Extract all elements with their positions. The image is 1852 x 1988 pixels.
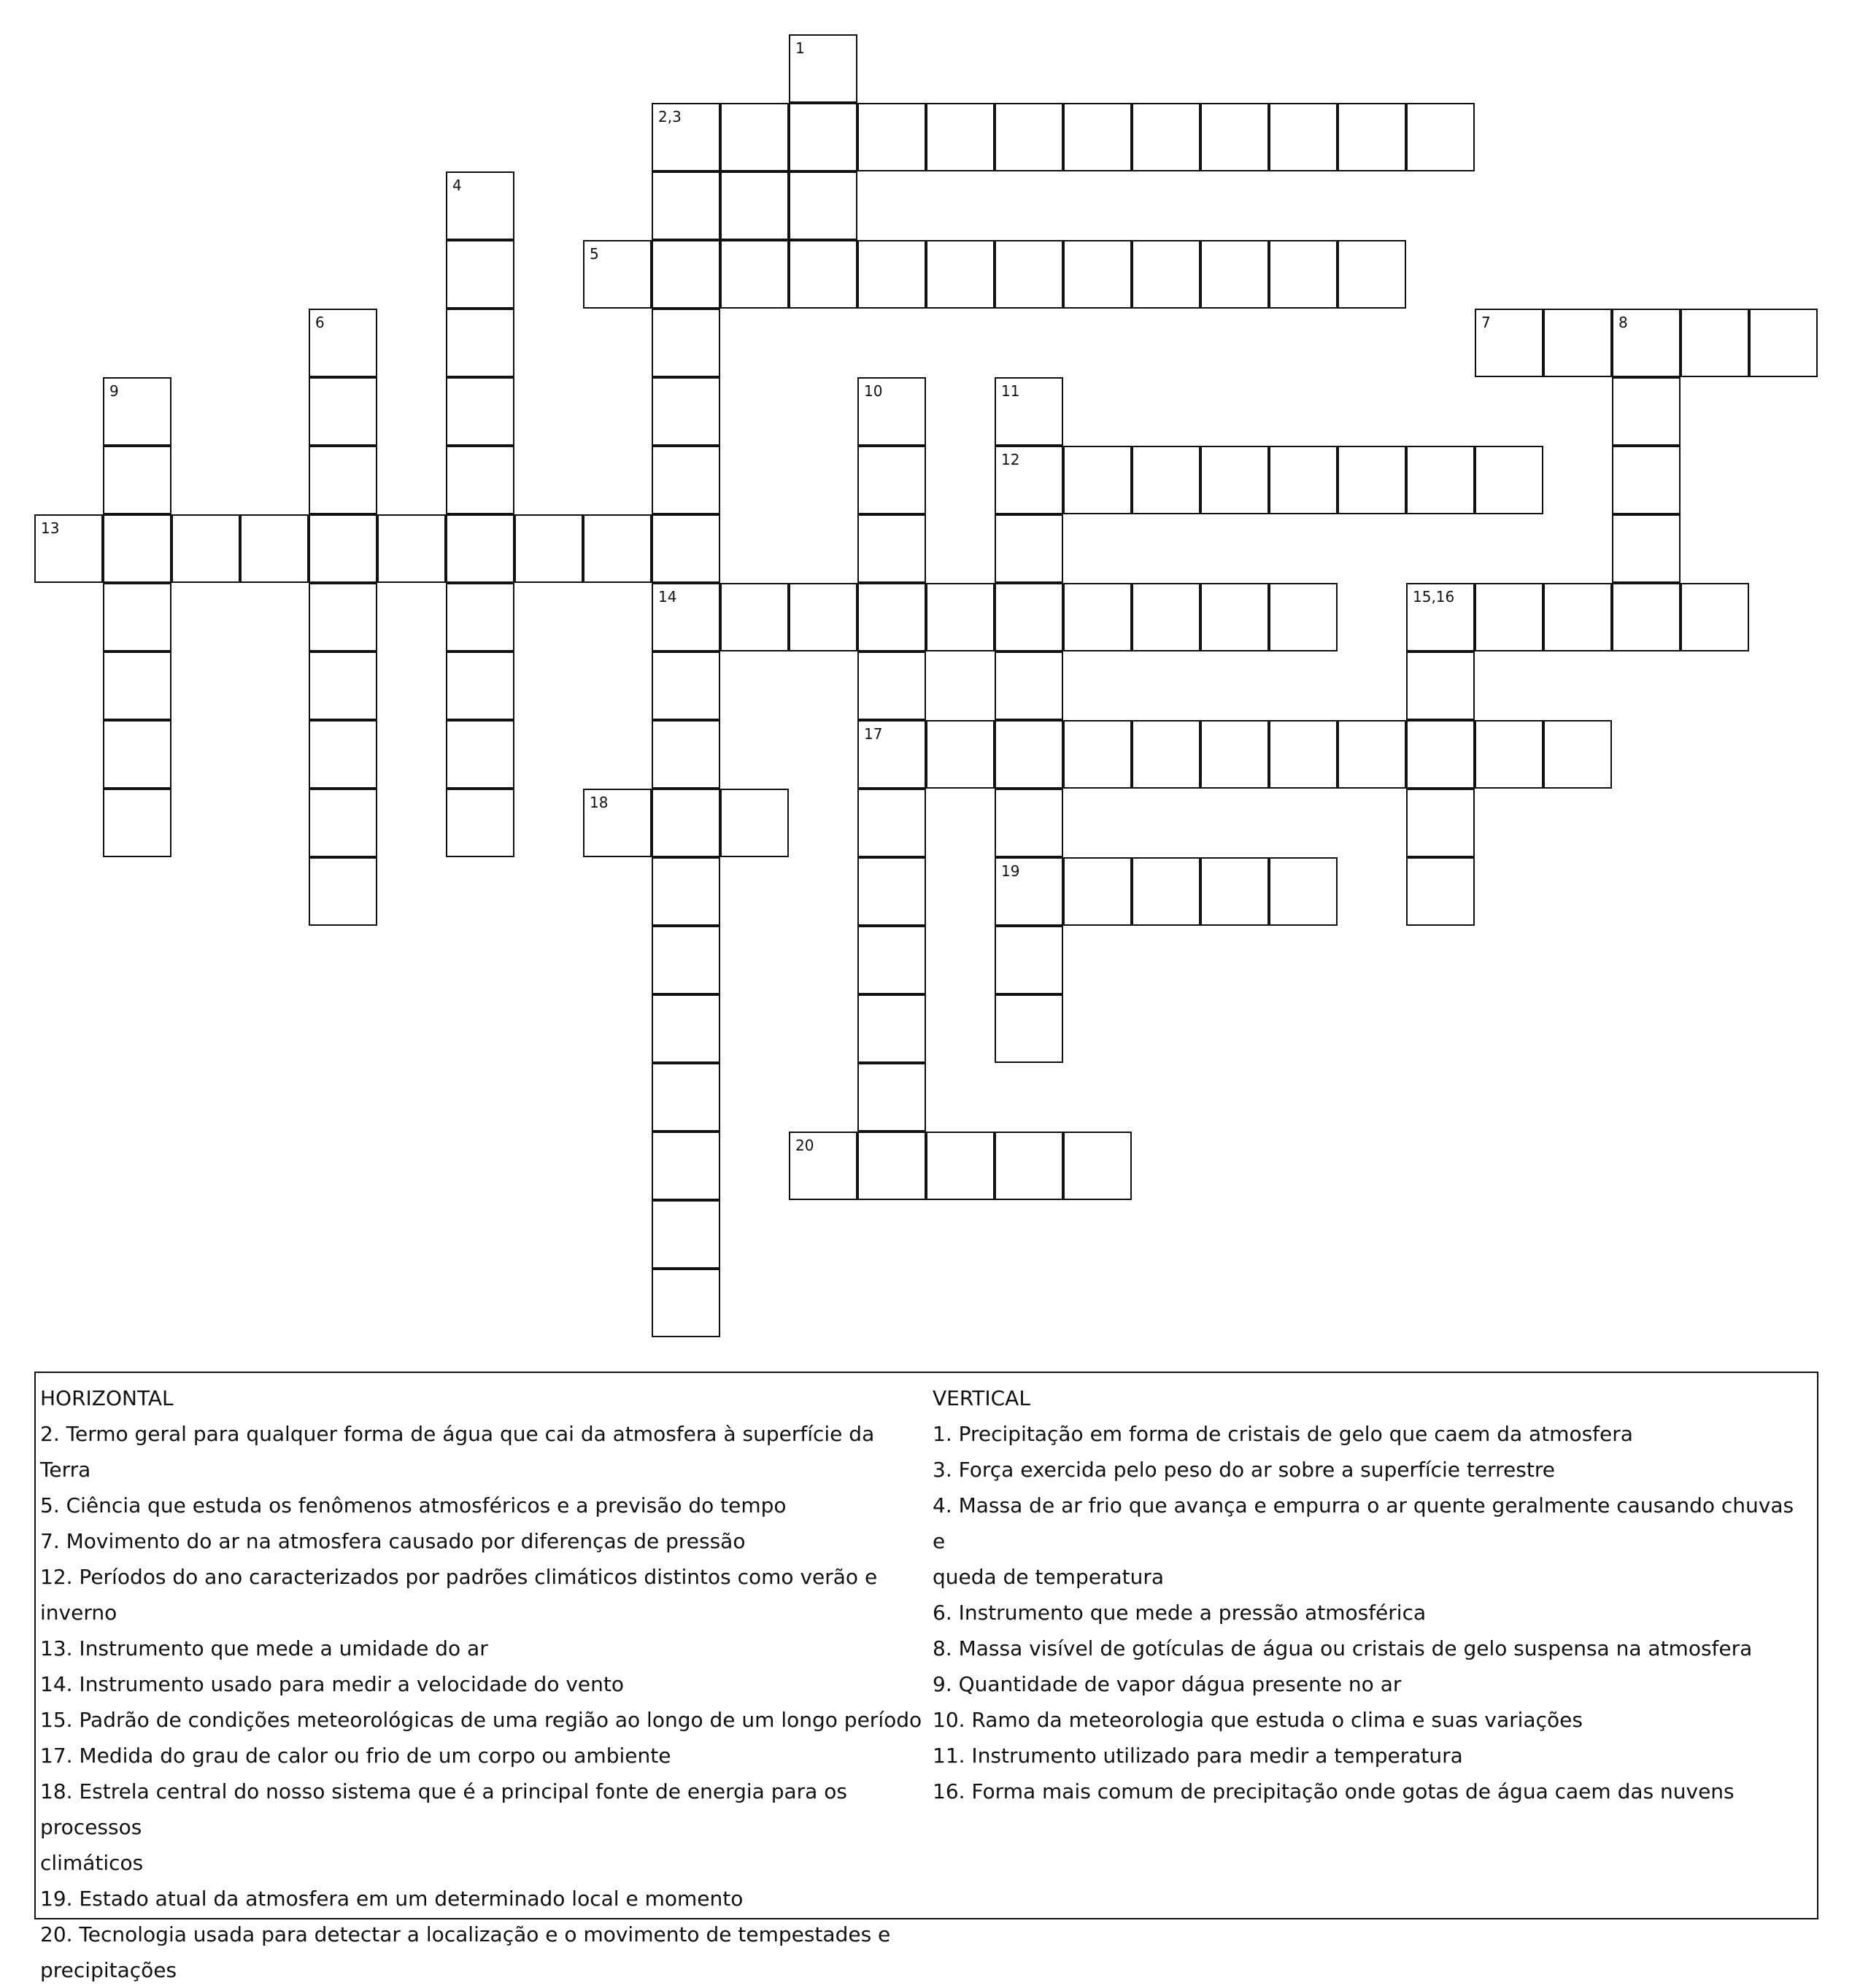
crossword-cell[interactable] — [309, 583, 377, 651]
clue-number: 10 — [864, 382, 883, 400]
crossword-cell[interactable] — [1406, 583, 1475, 651]
crossword-cell[interactable] — [1132, 446, 1200, 514]
crossword-cell[interactable] — [1132, 240, 1200, 309]
crossword-cell[interactable] — [857, 720, 926, 789]
crossword-cell[interactable] — [1200, 103, 1269, 171]
crossword-cell[interactable] — [857, 994, 926, 1063]
crossword-cell[interactable] — [926, 240, 995, 309]
clue-line: 9. Quantidade de vapor dágua presente no ar — [933, 1672, 1402, 1696]
clue-line: climáticos — [40, 1851, 144, 1875]
crossword-cell[interactable] — [103, 514, 171, 583]
vertical-heading: VERTICAL — [933, 1386, 1030, 1410]
crossword-cell[interactable] — [1132, 857, 1200, 926]
crossword-cell[interactable] — [1338, 103, 1406, 171]
crossword-cell[interactable] — [926, 583, 995, 651]
clue-line: 11. Instrumento utilizado para medir a temperatura — [933, 1744, 1463, 1768]
horizontal-heading: HORIZONTAL — [40, 1386, 174, 1410]
clue-line: 7. Movimento do ar na atmosfera causado por diferenças de pressão — [40, 1529, 746, 1553]
crossword-cell[interactable] — [857, 857, 926, 926]
crossword-cell[interactable] — [789, 240, 857, 309]
crossword-cell[interactable] — [652, 583, 720, 651]
crossword-cell[interactable] — [1406, 789, 1475, 857]
clue-number: 17 — [864, 725, 883, 743]
crossword-cell[interactable] — [171, 514, 240, 583]
crossword-cell[interactable] — [1543, 309, 1612, 377]
crossword-cell[interactable] — [1200, 446, 1269, 514]
clue-number: 9 — [109, 382, 119, 400]
crossword-cell[interactable] — [1338, 446, 1406, 514]
crossword-cell[interactable] — [857, 240, 926, 309]
crossword-cell[interactable] — [789, 1132, 857, 1200]
crossword-cell[interactable] — [720, 789, 789, 857]
crossword-cell[interactable] — [1406, 857, 1475, 926]
crossword-cell[interactable] — [995, 1132, 1063, 1200]
clue-line: 14. Instrumento usado para medir a velocidade do vento — [40, 1672, 625, 1696]
crossword-cell[interactable] — [1269, 446, 1338, 514]
crossword-cell[interactable] — [446, 651, 514, 720]
clue-line: 16. Forma mais comum de precipitação onde gotas de água caem das nuvens — [933, 1779, 1735, 1803]
clue-line: 18. Estrela central do nosso sistema que é a principal fonte de energia para os processos — [40, 1779, 847, 1839]
clue-number: 5 — [590, 245, 599, 263]
crossword-cell[interactable] — [857, 651, 926, 720]
crossword-cell[interactable] — [446, 171, 514, 240]
crossword-cell[interactable] — [1063, 446, 1132, 514]
crossword-cell[interactable] — [652, 514, 720, 583]
crossword-cell[interactable] — [995, 926, 1063, 994]
crossword-cell[interactable] — [1063, 583, 1132, 651]
crossword-cell[interactable] — [652, 446, 720, 514]
crossword-cell[interactable] — [1612, 514, 1681, 583]
crossword-cell[interactable] — [857, 926, 926, 994]
crossword-cell[interactable] — [1132, 103, 1200, 171]
clue-line: 15. Padrão de condições meteorológicas de uma região ao longo de um longo período — [40, 1708, 922, 1732]
crossword-cell[interactable] — [720, 171, 789, 240]
crossword-cell[interactable] — [446, 583, 514, 651]
crossword-cell[interactable] — [652, 651, 720, 720]
crossword-cell[interactable] — [1200, 720, 1269, 789]
clue-number: 19 — [1001, 862, 1020, 880]
crossword-cell[interactable] — [720, 103, 789, 171]
crossword-cell[interactable] — [1132, 720, 1200, 789]
crossword-cell[interactable] — [1200, 857, 1269, 926]
clues-box — [34, 1372, 1818, 1982]
crossword-cell[interactable] — [103, 720, 171, 789]
crossword-cell[interactable] — [1406, 720, 1475, 789]
crossword-cell[interactable] — [720, 583, 789, 651]
crossword-cell[interactable] — [583, 789, 652, 857]
crossword-cell[interactable] — [652, 103, 720, 171]
crossword-cell[interactable] — [1475, 446, 1543, 514]
crossword-cell[interactable] — [514, 514, 583, 583]
crossword-cell[interactable] — [1063, 1132, 1132, 1200]
crossword-cell[interactable] — [377, 514, 446, 583]
crossword-cell[interactable] — [1406, 446, 1475, 514]
crossword-cell[interactable] — [995, 994, 1063, 1063]
crossword-cell[interactable] — [652, 309, 720, 377]
crossword-cell[interactable] — [1543, 720, 1612, 789]
crossword-cell[interactable] — [103, 377, 171, 446]
crossword-cell[interactable] — [1612, 583, 1681, 651]
clue-number: 2,3 — [658, 108, 682, 125]
clue-number: 8 — [1618, 314, 1628, 331]
crossword-cell[interactable] — [1338, 240, 1406, 309]
crossword-cell[interactable] — [720, 240, 789, 309]
crossword-cell[interactable] — [309, 446, 377, 514]
crossword-cell[interactable] — [1063, 103, 1132, 171]
crossword-cell[interactable] — [995, 377, 1063, 446]
crossword-cell[interactable] — [1475, 583, 1543, 651]
crossword-cell[interactable] — [309, 309, 377, 377]
crossword-cell[interactable] — [652, 1269, 720, 1337]
crossword-cell[interactable] — [1681, 583, 1749, 651]
crossword-cell[interactable] — [995, 583, 1063, 651]
crossword-cell[interactable] — [995, 446, 1063, 514]
crossword-cell[interactable] — [1612, 309, 1681, 377]
crossword-cell[interactable] — [103, 446, 171, 514]
crossword-cell[interactable] — [1200, 240, 1269, 309]
crossword-cell[interactable] — [995, 651, 1063, 720]
crossword-cell[interactable] — [652, 1063, 720, 1132]
crossword-cell[interactable] — [1406, 103, 1475, 171]
clue-line: 2. Termo geral para qualquer forma de água que cai da atmosfera à superfície da Terra — [40, 1422, 875, 1482]
clue-line: precipitações — [40, 1958, 177, 1982]
clue-line: 19. Estado atual da atmosfera em um determinado local e momento — [40, 1887, 744, 1911]
clue-number: 4 — [452, 177, 462, 194]
crossword-cell[interactable] — [1406, 651, 1475, 720]
clue-line: 12. Períodos do ano caracterizados por padrões climáticos distintos como verão e inverno — [40, 1565, 878, 1625]
crossword-cell[interactable] — [652, 1132, 720, 1200]
crossword-cell[interactable] — [446, 789, 514, 857]
crossword-cell[interactable] — [789, 171, 857, 240]
clue-line: 1. Precipitação em forma de cristais de gelo que caem da atmosfera — [933, 1422, 1633, 1446]
crossword-cell[interactable] — [446, 377, 514, 446]
vertical-clues — [933, 1380, 1812, 1809]
clue-line: 4. Massa de ar frio que avança e empurra o ar quente geralmente causando chuvas e — [933, 1493, 1794, 1553]
crossword-cell[interactable] — [103, 789, 171, 857]
crossword-cell[interactable] — [446, 240, 514, 309]
crossword-cell[interactable] — [995, 240, 1063, 309]
clue-line: 6. Instrumento que mede a pressão atmosférica — [933, 1601, 1427, 1625]
crossword-cell[interactable] — [1269, 720, 1338, 789]
crossword-cell[interactable] — [857, 103, 926, 171]
crossword-cell[interactable] — [1475, 309, 1543, 377]
crossword-cell[interactable] — [857, 514, 926, 583]
crossword-cell[interactable] — [652, 789, 720, 857]
crossword-cell[interactable] — [1475, 720, 1543, 789]
horizontal-clues — [40, 1380, 927, 1988]
clue-line: 5. Ciência que estuda os fenômenos atmosféricos e a previsão do tempo — [40, 1493, 787, 1517]
clue-number: 15,16 — [1413, 588, 1455, 606]
crossword-cell[interactable] — [926, 720, 995, 789]
crossword-cell[interactable] — [1269, 857, 1338, 926]
clue-number: 14 — [658, 588, 677, 606]
crossword-cell[interactable] — [1612, 446, 1681, 514]
crossword-cell[interactable] — [789, 103, 857, 171]
crossword-cell[interactable] — [240, 514, 309, 583]
clue-number: 20 — [795, 1137, 814, 1154]
clue-line: 13. Instrumento que mede a umidade do ar — [40, 1636, 488, 1660]
clue-line: 3. Força exercida pelo peso do ar sobre a superfície terrestre — [933, 1458, 1555, 1482]
crossword-cell[interactable] — [583, 514, 652, 583]
crossword-cell[interactable] — [857, 446, 926, 514]
crossword-cell[interactable] — [1269, 240, 1338, 309]
crossword-cell[interactable] — [1543, 583, 1612, 651]
crossword-cell[interactable] — [857, 1132, 926, 1200]
crossword-cell[interactable] — [652, 1200, 720, 1269]
crossword-cell[interactable] — [652, 857, 720, 926]
clue-number: 7 — [1481, 314, 1491, 331]
crossword-cell[interactable] — [995, 103, 1063, 171]
crossword-cell[interactable] — [995, 720, 1063, 789]
crossword-cell[interactable] — [309, 377, 377, 446]
crossword-cell[interactable] — [309, 720, 377, 789]
crossword-cell[interactable] — [309, 789, 377, 857]
crossword-cell[interactable] — [652, 720, 720, 789]
crossword-cell[interactable] — [34, 514, 103, 583]
crossword-cell[interactable] — [995, 514, 1063, 583]
crossword-cell[interactable] — [1681, 309, 1749, 377]
clue-line: queda de temperatura — [933, 1565, 1165, 1589]
crossword-cell[interactable] — [103, 651, 171, 720]
crossword-cell[interactable] — [103, 583, 171, 651]
crossword-cell[interactable] — [583, 240, 652, 309]
crossword-cell[interactable] — [446, 309, 514, 377]
clue-line: 8. Massa visível de gotículas de água ou cristais de gelo suspensa na atmosfera — [933, 1636, 1753, 1660]
crossword-cell[interactable] — [1132, 583, 1200, 651]
horizontal-clue-list — [40, 1416, 927, 1988]
crossword-cell[interactable] — [995, 857, 1063, 926]
crossword-cell[interactable] — [995, 789, 1063, 857]
crossword-cell[interactable] — [652, 377, 720, 446]
crossword-cell[interactable] — [857, 377, 926, 446]
crossword-cell[interactable] — [652, 240, 720, 309]
crossword-cell[interactable] — [857, 1063, 926, 1132]
crossword-cell[interactable] — [1269, 583, 1338, 651]
crossword-cell[interactable] — [789, 583, 857, 651]
crossword-cell[interactable] — [857, 583, 926, 651]
crossword-cell[interactable] — [309, 651, 377, 720]
crossword-cell[interactable] — [1063, 857, 1132, 926]
crossword-cell[interactable] — [1063, 720, 1132, 789]
crossword-cell[interactable] — [1269, 103, 1338, 171]
clue-number: 11 — [1001, 382, 1020, 400]
clue-number: 18 — [590, 794, 609, 811]
crossword-cell[interactable] — [926, 1132, 995, 1200]
crossword-cell[interactable] — [1612, 377, 1681, 446]
clue-line: 20. Tecnologia usada para detectar a localização e o movimento de tempestades e — [40, 1922, 891, 1946]
crossword-cell[interactable] — [652, 994, 720, 1063]
clue-line: 17. Medida do grau de calor ou frio de um corpo ou ambiente — [40, 1744, 671, 1768]
clue-line: 10. Ramo da meteorologia que estuda o clima e suas variações — [933, 1708, 1583, 1732]
crossword-cell[interactable] — [652, 926, 720, 994]
crossword-cell[interactable] — [857, 789, 926, 857]
crossword-cell[interactable] — [926, 103, 995, 171]
clue-number: 13 — [41, 519, 60, 537]
crossword-cell[interactable] — [652, 171, 720, 240]
clue-number: 12 — [1001, 451, 1020, 468]
crossword-cell[interactable] — [1200, 583, 1269, 651]
crossword-cell[interactable] — [789, 34, 857, 103]
crossword-cell[interactable] — [1338, 720, 1406, 789]
crossword-cell[interactable] — [446, 446, 514, 514]
clue-number: 6 — [315, 314, 325, 331]
crossword-cell[interactable] — [446, 514, 514, 583]
vertical-clue-list — [933, 1416, 1812, 1809]
crossword-cell[interactable] — [309, 514, 377, 583]
crossword-cell[interactable] — [446, 720, 514, 789]
crossword-cell[interactable] — [1063, 240, 1132, 309]
clue-number: 1 — [795, 39, 805, 57]
crossword-cell[interactable] — [1749, 309, 1818, 377]
crossword-cell[interactable] — [309, 857, 377, 926]
